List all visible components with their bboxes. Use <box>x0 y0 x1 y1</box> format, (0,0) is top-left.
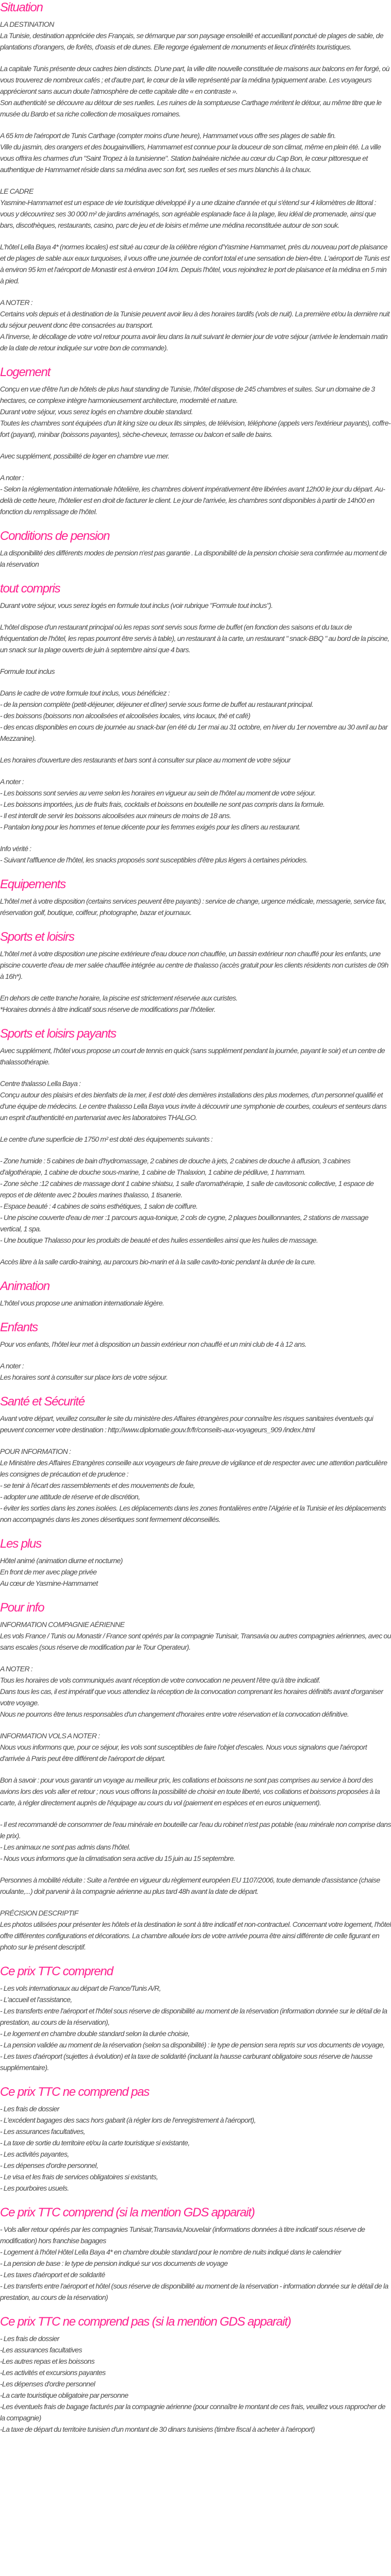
section-heading: tout compris <box>0 582 60 596</box>
paragraph <box>0 621 391 655</box>
text-line: Nous ne pourrons être tenus responsables d'un changement d'horaires entre votre réservation et la convocation définitive. <box>0 1710 349 1718</box>
text-line: Nous vous informons que, pour ce séjour, les vols sont susceptibles de faire l'objet d'escales. Nous vous signalons que l'aéroport d'arrivée à Paris peut être différent de l'aéroport de départ. <box>0 1743 367 1762</box>
text-line: En dehors de cette tranche horaire, la piscine est strictement réservée aux curistes. <box>0 994 238 1002</box>
section-ce-prix-ttc-comprend <box>0 1964 391 2073</box>
paragraph <box>0 687 391 744</box>
text-line: -Les assurances facultatives <box>0 2346 82 2354</box>
text-line: - adopter une attitude de réserve et de discrétion, <box>0 1493 140 1501</box>
text-line: Accès libre à la salle cardio-training, au parcours bio-marin et à la salle cavito-tonic pendant la durée de la cure. <box>0 1258 316 1266</box>
section-heading: Equipements <box>0 877 66 891</box>
text-line: Conçu autour des plaisirs et des bienfaits de la mer, il est doté des dernières installations des plus modernes, d'un personnel qualifié et d'une équipe de médecins. Le centre thalasso Lella Baya vous invite à découvrir une symphonie de courbes, couleurs et senteurs dans un esprit d'authenticité en partenariat avec les laboratoires THALGO. <box>0 1091 387 1122</box>
section-equipements <box>0 877 391 918</box>
paragraph <box>0 383 391 440</box>
text-line: A l'inverse, le décollage de votre vol retour pourra avoir lieu dans la nuit suivant le dernier jour de votre séjour (arrivée le lendemain matin de la date de retour indiquée sur votre bon de commande). <box>0 332 388 352</box>
paragraph <box>0 1446 391 1525</box>
paragraph <box>0 1155 391 1246</box>
paragraph <box>0 547 391 570</box>
text-line: LA DESTINATION <box>0 20 54 28</box>
paragraph <box>0 948 391 982</box>
paragraph <box>0 1413 391 1435</box>
text-line: A 65 km de l'aéroport de Tunis Carthage (compter moins d'une heure), Hammamet vous offre ses plages de sable fin. <box>0 131 336 140</box>
section-sports-et-loisirs <box>0 929 391 1015</box>
text-line: - Le visa et les frais de services obligatoires si existants, <box>0 2173 158 2181</box>
text-line: - Zone sèche :12 cabines de massage dont 1 cabine shiatsu, 1 salle d'aromathérapie, 1 salle de cavitosonic collective, 1 espace de repos et de détente avec 2 boules marines thalasso, 1 tisanerie. <box>0 1179 374 1199</box>
text-line: - L'excédent bagages des sacs hors gabarit (à régler lors de l'enregistrement à l'aéroport), <box>0 2116 256 2124</box>
text-line: Personnes à mobilité réduite : Suite a l'entrée en vigueur du règlement européen EU 1107/2006, toute demande d'assistance (chaise roulante,...) doit parvenir à la compagnie aérienne au plus tard 48h avant la date de départ. <box>0 1876 380 1895</box>
text-line: -Les éventuels frais de bagage facturés par la compagnie aérienne (pour connaître le montant de ces frais, veuillez vous rapprocher de la compagnie) <box>0 2402 385 2422</box>
section-les-plus <box>0 1536 391 1589</box>
text-line: Dans le cadre de votre formule tout inclus, vous bénéficiez : <box>0 689 170 697</box>
text-line: A noter : <box>0 777 24 786</box>
paragraph <box>0 1663 391 1720</box>
paragraph <box>0 992 391 1015</box>
section-ce-prix-ttc-ne-comprend-pas <box>0 2084 391 2194</box>
section-sports-et-loisirs-payants <box>0 1026 391 1267</box>
paragraph <box>0 472 391 517</box>
paragraph <box>0 297 391 353</box>
text-line: PRÉCISION DESCRIPTIF <box>0 1909 78 1917</box>
paragraph <box>0 776 391 833</box>
text-line: - Selon la réglementation internationale hôtelière, les chambres doivent impérativement être libérées avant 12h00 le jour du départ. Au-delà de cette heure, l'hôtelier est en droit de facturer le client. Le jour de l'arrivée, les chambres sont disponibles à partir de 14h00 en fonction du remplissage de l'hôtel. <box>0 485 385 516</box>
section-heading: Ce prix TTC ne comprend pas <box>0 2085 150 2099</box>
section-heading: Pour info <box>0 1601 44 1615</box>
section-heading: Logement <box>0 365 51 379</box>
section-heading: Les plus <box>0 1537 41 1551</box>
text-line: Durant votre séjour, vous serez logés en chambre double standard. <box>0 408 193 416</box>
text-line: Certains vols depuis et à destination de la Tunisie peuvent avoir lieu à des horaires tardifs (vols de nuit). La première et/ou la dernière nuit du séjour peuvent donc être consacrées au transport. <box>0 310 390 329</box>
paragraph <box>0 1133 391 1145</box>
text-line: Bon à savoir : pour vous garantir un voyage au meilleur prix, les collations et boissons ne sont pas comprises au service à bord des avions lors des vols aller et retour ; nous vous offrons la possibilité de choisir en toute liberté, vos collations et boissons proposées à la carte, à régler directement auprès de l'équipage au cours du vol (paiement en espèces et en euros uniquement). <box>0 1776 380 1807</box>
text-line: - Le logement en chambre double standard selon la durée choisie, <box>0 2029 190 2038</box>
section-ce-prix-ttc-ne-comprend-pas-si-la-mention-gds-apparait <box>0 2314 391 2435</box>
paragraph <box>0 1555 391 1589</box>
text-line: - Les dépenses d'ordre personnel, <box>0 2161 99 2170</box>
paragraph <box>0 185 391 231</box>
text-line: Info vérité : <box>0 844 31 853</box>
text-line: A noter : <box>0 1362 24 1370</box>
paragraph <box>0 843 391 866</box>
text-line: -Les dépenses d'ordre personnel <box>0 2380 95 2388</box>
text-line: - La pension de base : le type de pension indiqué sur vos documents de voyage <box>0 2259 228 2267</box>
text-line: - Les frais de dossier <box>0 2334 59 2343</box>
section-heading: Ce prix TTC comprend <box>0 1964 113 1978</box>
text-line: LE CADRE <box>0 187 34 195</box>
text-line: -La carte touristique obligatoire par personne <box>0 2391 128 2399</box>
section-enfants <box>0 1320 391 1383</box>
text-line: Les horaires sont à consulter sur place lors de votre séjour. <box>0 1373 168 1381</box>
paragraph <box>0 1774 391 1808</box>
section-heading: Ce prix TTC comprend (si la mention GDS apparait) <box>0 2206 255 2219</box>
text-line: A NOTER : <box>0 1665 33 1673</box>
text-line: Yasmine-Hammamet est un espace de vie touristique développé il y a une dizaine d'année et qui s'étend sur 4 kilomètres de littoral : vous y découvrirez ses 30 000 m² de jardins aménagés, son agréable esplanade face à la plage, lieu idéal de promenade, ainsi que bars, discothèques, restaurants, casino, parc de jeu et de loisirs et même une médina reconstituée autour de son souk. <box>0 198 376 229</box>
paragraph <box>0 130 391 175</box>
text-line: L'hôtel met à votre disposition une piscine extérieure d'eau douce non chauffée, un bassin extérieur non chauffé pour les enfants, une piscine couverte d'eau de mer salée chauffée intégrée au centre de thalasso (accès gratuit pour les clients résidents non curistes de 09h à 16h*). <box>0 950 388 980</box>
text-line: -Les activités et excursions payantes <box>0 2368 106 2377</box>
text-line: - Les taxes d'aéroport (sujettes à évolution) et la taxe de solidarité (incluant la hausse carburant obligatoire sous réserve de hausse supplémentaire). <box>0 2052 372 2072</box>
section-heading: Situation <box>0 1 43 14</box>
section-heading: Animation <box>0 1279 50 1293</box>
text-line: La capitale Tunis présente deux cadres bien distincts. D'une part, la ville dite nouvelle constituée de maisons aux balcons en fer forgé, où vous trouverez de nombreux cafés ; et d'autre part, le cœur de la ville représenté par la médina typiquement arabe. Les voyageurs apprécieront sans aucun doute l'atmosphère de cette capitale dite « en contraste ». <box>0 64 389 95</box>
text-line: - Une piscine couverte d'eau de mer :1 parcours aqua-tonique, 2 cols de cygne, 2 plaques bouillonnantes, 2 stations de massage vertical, 1 spa. <box>0 1213 369 1233</box>
section-heading: Sports et loisirs <box>0 930 74 944</box>
paragraph <box>0 1078 391 1123</box>
text-line: Le centre d'une superficie de 1750 m² est doté des équipements suivants : <box>0 1135 213 1143</box>
text-line: - Il est interdit de servir les boissons alcoolisées aux mineurs de moins de 18 ans. <box>0 811 231 820</box>
section-pour-info <box>0 1600 391 1953</box>
text-line: Son authenticité se découvre au détour de ses ruelles. Les ruines de la somptueuse Carthage méritent le détour, au même titre que le musée du Bardo et sa riche collection de mosaïques romaines. <box>0 98 382 118</box>
text-line: - Nous vous informons que la climatisation sera active du 15 juin au 15 septembre. <box>0 1854 235 1862</box>
paragraph <box>0 600 391 611</box>
text-line: -Les autres repas et les boissons <box>0 2357 95 2365</box>
text-line: En front de mer avec plage privée <box>0 1568 97 1576</box>
text-line: Dans tous les cas, il est impératif que vous attendiez la réception de la convocation comprenant les horaires définitifs avant d'organiser votre voyage. <box>0 1687 383 1707</box>
section-heading: Sports et loisirs payants <box>0 1027 116 1041</box>
text-line: A NOTER : <box>0 298 33 307</box>
text-line: - Pantalon long pour les hommes et tenue décente pour les femmes exigés pour les dîners au restaurant. <box>0 823 301 831</box>
text-line: - La pension validée au moment de la réservation (selon sa disponibilité) : le type de pension sera repris sur vos documents de voyage, <box>0 2041 385 2049</box>
text-line: - Il est recommandé de consommer de l'eau minérale en bouteille car l'eau du robinet n'est pas potable (eau minérale non comprise dans le prix). <box>0 1820 391 1840</box>
text-line: La disponibilité des différents modes de pension n'est pas garantie . La disponibilité de la pension choisie sera confirmée au moment de la réservation <box>0 549 387 568</box>
section-sante-et-securite <box>0 1394 391 1525</box>
text-line: Au cœur de Yasmine-Hammamet <box>0 1579 98 1587</box>
text-line: Centre thalasso Lella Baya : <box>0 1079 81 1088</box>
paragraph <box>0 2103 391 2194</box>
paragraph <box>0 1045 391 1067</box>
paragraph <box>0 63 391 120</box>
text-line: - La taxe de sortie du territoire et/ou la carte touristique si existante, <box>0 2139 190 2147</box>
section-heading: Conditions de pension <box>0 529 110 543</box>
text-line: Les horaires d'ouverture des restaurants et bars sont à consulter sur place au moment de votre séjour <box>0 756 290 764</box>
text-line: - de la pension complète (petit-déjeuner, déjeuner et dîner) servie sous forme de buffet au restaurant principal. <box>0 700 314 708</box>
text-line: - Les boissons importées, jus de fruits frais, cocktails et boissons en bouteille ne sont pas compris dans la formule. <box>0 800 325 808</box>
text-line: Tous les horaires de vols communiqués avant réception de votre convocation ne peuvent l'être qu'à titre indicatif. <box>0 1676 321 1684</box>
text-line: - se tenir à l'écart des rassemblements et des mouvements de foule, <box>0 1481 195 1489</box>
text-line: Les photos utilisées pour présenter les hôtels et la destination le sont à titre indicatif et non-contractuel. Concernant votre logement, l'hôtel offre différentes configurations et décorations. La chambre allouée lors de votre arrivée pourra être ainsi différente de celle figurant en photo sur le présent descriptif. <box>0 1920 391 1951</box>
section-heading: Ce prix TTC ne comprend pas (si la mention GDS apparait) <box>0 2315 291 2329</box>
section-heading: Santé et Sécurité <box>0 1395 85 1409</box>
text-line: - Les pourboires usuels. <box>0 2184 69 2192</box>
section-heading: Enfants <box>0 1320 38 1334</box>
paragraph <box>0 895 391 918</box>
paragraph <box>0 1297 391 1309</box>
section-tout-compris <box>0 581 391 866</box>
section-situation <box>0 0 391 353</box>
text-line: - Les transferts entre l'aéroport et l'hôtel sous réserve de disponibilité au moment de la réservation (information donnée sur le détail de la prestation, au cours de la réservation), <box>0 2007 387 2026</box>
text-line: Avec supplément, l'hôtel vous propose un court de tennis en quick (sans supplément pendant la journée, payant le soir) et un centre de thalassothérapie. <box>0 1046 385 1066</box>
paragraph <box>0 1730 391 1764</box>
paragraph <box>0 1338 391 1350</box>
paragraph <box>0 1874 391 1897</box>
text-line: - Les frais de dossier <box>0 2105 59 2113</box>
text-line: *Horaires donnés à titre indicatif sous réserve de modifications par l'hôtelier. <box>0 1005 216 1013</box>
paragraph <box>0 1360 391 1383</box>
text-line: Les vols France / Tunis ou Monastir / France sont opérés par la compagnie Tunisair, Transavia ou autres compagnies aériennes, avec ou sans escales (sous réserve de modification par le Tour Operateur). <box>0 1632 391 1651</box>
text-line: - Zone humide : 5 cabines de bain d'hydromassage, 2 cabines de douche à jets, 2 cabines de douche à affusion, 3 cabines d'algothérapie, 1 cabine de douche sous-marine, 1 cabine de Thalaxion, 1 cabine de pédiluve, 1 hammam. <box>0 1157 351 1176</box>
text-line: L'hôtel dispose d'un restaurant principal où les repas sont servis sous forme de buffet (en fonction des saisons et du taux de fréquentation de l'hôtel, les repas pourront être servis à table), un restaurant à la carte, un restaurant " snack-BBQ " au bord de la piscine, un snack sur la plage ouverts de juin à septembre ainsi que 4 bars. <box>0 623 389 654</box>
paragraph <box>0 1907 391 1953</box>
text-line: POUR INFORMATION : <box>0 1447 71 1455</box>
paragraph <box>0 1256 391 1267</box>
section-animation <box>0 1279 391 1309</box>
section-logement <box>0 365 391 517</box>
text-line: - Les vols internationaux au départ de France/Tunis A/R, <box>0 1984 161 1992</box>
text-line: Avec supplément, possibilité de loger en chambre vue mer. <box>0 452 170 460</box>
section-conditions-de-pension <box>0 529 391 570</box>
paragraph <box>0 666 391 677</box>
text-line: - Suivant l'affluence de l'hôtel, les snacks proposés sont susceptibles d'être plus légers à certaines périodes. <box>0 856 308 864</box>
paragraph <box>0 2333 391 2435</box>
text-line: Le Ministère des Affaires Etrangères conseille aux voyageurs de faire preuve de vigilance et de respecter avec une attention particulière les consignes de précaution et de prudence : <box>0 1459 387 1478</box>
paragraph <box>0 1619 391 1653</box>
text-line: Ville du jasmin, des orangers et des bougainvilliers, Hammamet est connue pour la douceur de son climat, même en plein été. La ville vous offrira les charmes d'un "Saint Tropez à la tunisienne". Station balnéaire nichée au cœur du Cap Bon, le cœur pittoresque et authentique de Hammamet réside dans sa médina avec son fort, ses ruelles et ses murs blanchis à la chaux. <box>0 143 381 174</box>
text-line: - Les animaux ne sont pas admis dans l'hôtel. <box>0 1843 131 1851</box>
text-line: INFORMATION COMPAGNIE AÉRIENNE <box>0 1620 125 1629</box>
text-line: - des boissons (boissons non alcoolisées et alcoolisées locales, vins locaux, thé et café) <box>0 711 251 720</box>
text-line: A noter : <box>0 473 24 482</box>
text-line: L'hôtel vous propose une animation internationale légère. <box>0 1299 165 1307</box>
text-line: Avant votre départ, veuillez consulter le site du ministère des Affaires étrangères pour connaître les risques sanitaires éventuels qui peuvent concerner votre destination : http://www.diplomatie.gouv.fr/fr/conseils-aux-voyageurs_909 /index.html <box>0 1414 373 1434</box>
section-ce-prix-ttc-comprend-si-la-mention-gds-apparait <box>0 2205 391 2303</box>
text-line: - éviter les sorties dans les zones isolées. Les déplacements dans les zones frontalières entre l'Algérie et la Tunisie et les déplacements non accompagnés dans les zones désertiques sont fermement déconseillés. <box>0 1504 386 1523</box>
text-line: Formule tout inclus <box>0 667 55 675</box>
text-line: Durant votre séjour, vous serez logés en formule tout inclus (voir rubrique "Formule tout inclus"). <box>0 601 273 609</box>
text-line: - des encas disponibles en cours de journée au snack-bar (en été du 1er mai au 31 octobre, en hiver du 1er novembre au 30 avril au bar Mezzanine). <box>0 723 388 742</box>
paragraph <box>0 19 391 53</box>
text-line: L'hôtel met à votre disposition (certains services peuvent être payants) : service de change, urgence médicale, messagerie, service fax, réservation golf, boutique, coiffeur, photographe, bazar et journaux. <box>0 897 386 917</box>
text-line: - Espace beauté : 4 cabines de soins esthétiques, 1 salon de coiffure. <box>0 1202 198 1210</box>
text-line: - Les assurances facultatives, <box>0 2127 85 2136</box>
paragraph <box>0 1819 391 1864</box>
text-line: Toutes les chambres sont équipées d'un lit king size ou deux lits simples, de télévision, téléphone (appels vers l'extérieur payants), coffre-fort (payant), minibar (boissons payantes), sèche-cheveux, terrasse ou balcon et salle de bains. <box>0 419 391 438</box>
text-line: - Les boissons sont servies au verre selon les horaires en vigueur au sein de l'hôtel au moment de votre séjour. <box>0 789 316 797</box>
text-line: - Les transferts entre l'aéroport et hôtel (sous réserve de disponibilité au moment de la réservation - information donnée sur le détail de la prestation, au cours de la réservation) <box>0 2282 388 2301</box>
paragraph <box>0 754 391 766</box>
text-line: - L'accueil et l'assistance, <box>0 1995 72 2004</box>
text-line: Conçu en vue d'être l'un de hôtels de plus haut standing de Tunisie, l'hôtel dispose de 245 chambres et suites. Sur un domaine de 3 hectares, ce complexe intègre harmonieusement architecture, modernité et nature. <box>0 385 375 404</box>
text-line: - Vols aller retour opérés par les compagnies Tunisair,Transavia,Nouvelair (informations données à titre indicatif sous réserve de modification) hors franchise bagages <box>0 2225 365 2245</box>
text-line: L'hôtel Lella Baya 4* (normes locales) est situé au cœur de la célèbre région d'Yasmine Hammamet, près du nouveau port de plaisance et de plages de sable aux eaux turquoises, il vous offre une journée de confort total et une sensation de bien-être. L'aéroport de Tunis est à environ 95 km et l'aéroport de Monastir est à environ 104 km. Depuis l'hôtel, vous rejoindrez le port de plaisance et la médina en 5 min à pied. <box>0 243 389 285</box>
text-line: Pour vos enfants, l'hôtel leur met à disposition un bassin extérieur non chauffé et un mini club de 4 à 12 ans. <box>0 1340 307 1348</box>
text-line: La Tunisie, destination appréciée des Français, se démarque par son paysage ensoleillé et accueillant ponctué de plages de sable, de plantations d'orangers, de forêts, d'oasis et de dunes. Elle regorge également de monuments et lieux d'intérêts touristiques. <box>0 31 384 51</box>
text-line: Hôtel animé (animation diurne et nocturne) <box>0 1556 123 1565</box>
text-line: - Logement à l'hôtel Hôtel Lella Baya 4* en chambre double standard pour le nombre de nuits indiqué dans le calendrier <box>0 2248 341 2256</box>
paragraph <box>0 450 391 462</box>
paragraph <box>0 1982 391 2073</box>
text-line: - Une boutique Thalasso pour les produits de beauté et des huiles essentielles ainsi que les huiles de massage. <box>0 1236 318 1244</box>
paragraph <box>0 241 391 286</box>
text-line: INFORMATION VOLS A NOTER : <box>0 1732 100 1740</box>
text-line: -La taxe de départ du territoire tunisien d'un montant de 30 dinars tunisiens (timbre fiscal à acheter à l'aéroport) <box>0 2425 315 2433</box>
text-line: - Les activités payantes, <box>0 2150 69 2158</box>
text-line: - Les taxes d'aéroport et de solidarité <box>0 2270 105 2279</box>
paragraph <box>0 2224 391 2303</box>
